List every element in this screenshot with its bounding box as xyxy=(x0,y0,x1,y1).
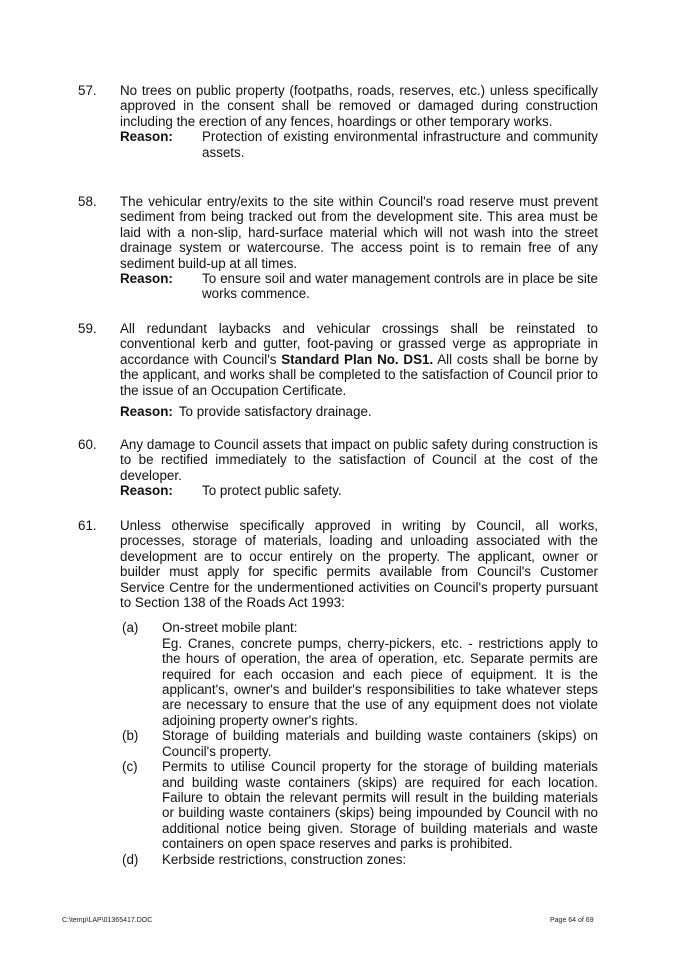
reason-text: Protection of existing environmental infrastructure and community assets. xyxy=(202,129,598,160)
sub-item-c xyxy=(120,759,598,851)
reason-text: To provide satisfactory drainage. xyxy=(178,404,372,420)
condition-59 xyxy=(78,321,598,419)
sub-item-text: Kerbside restrictions, construction zones: xyxy=(162,851,407,867)
sub-item-list xyxy=(120,620,598,867)
condition-number: 57. xyxy=(78,83,97,98)
sub-item-d xyxy=(120,852,598,867)
condition-58 xyxy=(78,194,598,302)
condition-reason xyxy=(120,404,598,419)
condition-text-part: All redundant laybacks and vehicular crossings shall be reinstated to conventional kerb and gutter, foot-paving or grassed verge as appropriate in accordance with Council's xyxy=(120,321,598,367)
reason-label: Reason: xyxy=(120,271,173,287)
condition-text xyxy=(120,321,598,398)
sub-item-label: (b) xyxy=(122,728,139,744)
condition-reason xyxy=(120,483,598,498)
condition-61 xyxy=(78,518,598,867)
sub-item-label: (c) xyxy=(122,759,138,775)
reason-label: Reason: xyxy=(120,483,173,499)
reason-text: To ensure soil and water management controls are in place be site works commence. xyxy=(202,271,598,302)
footer-page-number: Page 64 of 69 xyxy=(550,917,594,924)
condition-text-part: All costs shall be borne by the applicant, and works shall be completed to the satisfaction of Council prior to the issue of an Occupation Certificate. xyxy=(120,351,598,398)
reason-label: Reason: xyxy=(120,129,173,145)
condition-text: Unless otherwise specifically approved in writing by Council, all works, processes, storage of materials, loading and unloading associated with the development are to occur entirely on the property. The applicant, owner or builder must apply for specific permits available from Council's Customer Service Centre for the undermentioned activities on Council's property pursuant to Section 138 of the Roads Act 1993: xyxy=(120,518,598,611)
footer-file-path: C:\temp\LAP\01365417.DOC xyxy=(62,917,153,924)
sub-item-text: Storage of building materials and building waste containers (skips) on Council's property. xyxy=(162,728,598,759)
condition-60 xyxy=(78,437,598,499)
condition-reason xyxy=(120,271,598,302)
sub-item-label: (d) xyxy=(122,851,139,867)
condition-number: 60. xyxy=(78,437,97,452)
reason-label: Reason: xyxy=(120,404,173,420)
condition-number: 59. xyxy=(78,321,97,336)
sub-item-a xyxy=(120,620,598,728)
condition-text: The vehicular entry/exits to the site within Council's road reserve must prevent sediment from being tracked out from the development site. This area must be laid with a non-slip, hard-surface material which will not wash into the street drainage system or watercourse. The access point is to remain free of any sediment build-up at all times. xyxy=(120,194,598,271)
condition-number: 61. xyxy=(78,518,97,533)
sub-item-b xyxy=(120,728,598,759)
standard-plan-reference: Standard Plan No. DS1. xyxy=(281,351,434,367)
condition-text: No trees on public property (footpaths, roads, reserves, etc.) unless specifically approved in the consent shall be removed or damaged during construction including the erection of any fences, hoardings or other temporary works. xyxy=(120,83,598,129)
sub-item-title: On-street mobile plant: xyxy=(162,620,298,636)
condition-reason xyxy=(120,129,598,160)
condition-57 xyxy=(78,83,598,160)
reason-text: To protect public safety. xyxy=(202,483,342,499)
sub-item-label: (a) xyxy=(122,620,139,636)
condition-text: Any damage to Council assets that impact on public safety during construction is to be rectified immediately to the satisfaction of Council at the cost of the developer. xyxy=(120,437,598,483)
sub-item-text: Permits to utilise Council property for the storage of building materials and building waste containers (skips) are required for each location. Failure to obtain the relevant permits will result in the building materials or building waste containers (skips) being impounded by Council with no additional notice being given. Storage of building materials and waste containers on open space reserves and parks is prohibited. xyxy=(162,759,598,852)
condition-number: 58. xyxy=(78,194,97,209)
sub-item-text: Eg. Cranes, concrete pumps, cherry-pickers, etc. - restrictions apply to the hours of operation, the area of operation, etc. Separate permits are required for each occasion and each piece of equipment. It is the applicant's, owner's and builder's responsibilities to take whatever steps are necessary to ensure that the use of any equipment does not violate adjoining property owner's rights. xyxy=(162,635,598,728)
